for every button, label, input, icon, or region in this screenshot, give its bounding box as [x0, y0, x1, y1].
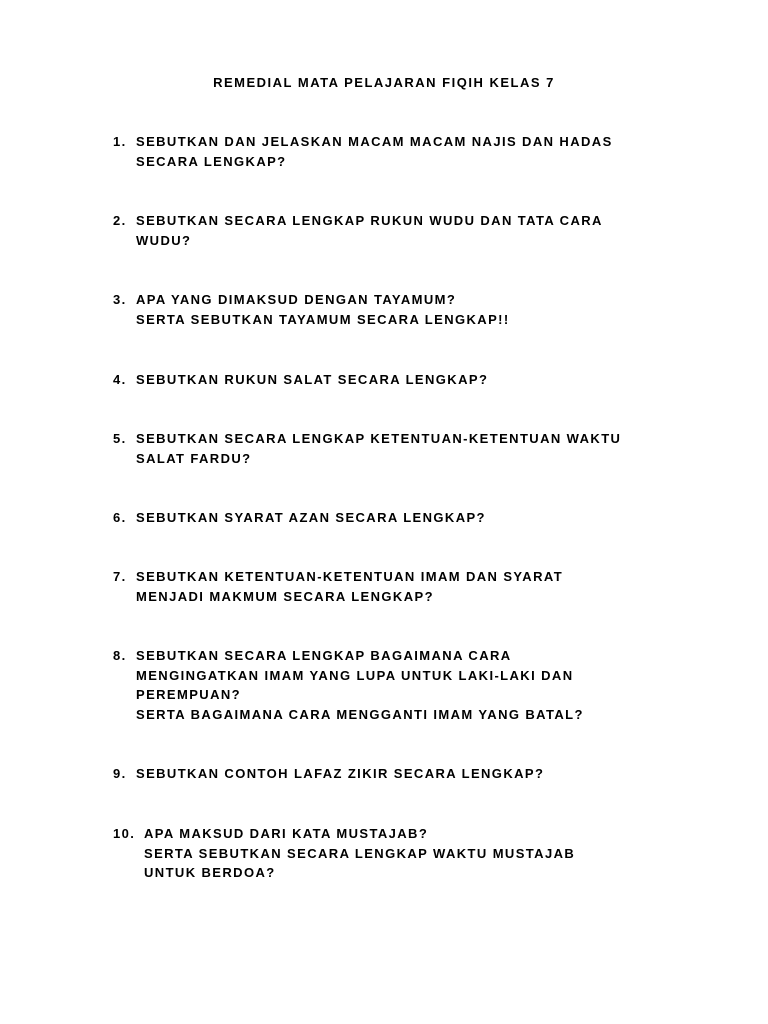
question-text-line: MENGINGATKAN IMAM YANG LUPA UNTUK LAKI-LAKI DAN [136, 667, 574, 683]
question-text-line: SALAT FARDU? [136, 450, 252, 466]
question-text-line: SEBUTKAN CONTOH LAFAZ ZIKIR SECARA LENGKAP? [136, 766, 545, 781]
question-number: 6. [113, 510, 127, 525]
question-text-line: SEBUTKAN RUKUN SALAT SECARA LENGKAP? [136, 372, 489, 387]
question-text-line: PEREMPUAN? [136, 687, 242, 702]
question-item [113, 429, 733, 468]
question-text-line: SERTA SEBUTKAN SECARA LENGKAP WAKTU MUSTAJAB [144, 845, 576, 861]
question-text-line: SERTA BAGAIMANA CARA MENGGANTI IMAM YANG BATAL? [136, 706, 584, 722]
question-text-line: SEBUTKAN DAN JELASKAN MACAM MACAM NAJIS DAN HADAS [136, 134, 613, 149]
question-item [113, 370, 733, 390]
question-text-line: SEBUTKAN SECARA LENGKAP KETENTUAN-KETENTUAN WAKTU [136, 431, 622, 446]
question-number: 3. [113, 292, 127, 307]
question-number: 2. [113, 213, 127, 228]
question-number: 8. [113, 648, 127, 663]
question-text-line: UNTUK BERDOA? [144, 865, 276, 880]
question-text-line: SEBUTKAN KETENTUAN-KETENTUAN IMAM DAN SYARAT [136, 569, 564, 584]
question-number: 5. [113, 431, 127, 446]
question-text-line: SEBUTKAN SECARA LENGKAP BAGAIMANA CARA [136, 648, 512, 663]
question-item [113, 508, 733, 528]
question-text-line: SEBUTKAN SYARAT AZAN SECARA LENGKAP? [136, 510, 486, 525]
question-text-line: SEBUTKAN SECARA LENGKAP RUKUN WUDU DAN TATA CARA [136, 213, 603, 228]
question-number: 4. [113, 372, 127, 387]
question-text-line: APA MAKSUD DARI KATA MUSTAJAB? [144, 826, 429, 841]
question-item [113, 132, 733, 171]
question-number: 7. [113, 569, 127, 584]
question-text-line: SECARA LENGKAP? [136, 153, 287, 169]
question-item [113, 646, 733, 724]
question-text-line: WUDU? [136, 232, 192, 248]
question-text-line: MENJADI MAKMUM SECARA LENGKAP? [136, 588, 434, 604]
question-text-line: SERTA SEBUTKAN TAYAMUM SECARA LENGKAP!! [136, 311, 510, 327]
question-item [113, 764, 733, 784]
question-item [113, 290, 733, 329]
question-number: 1. [113, 134, 127, 149]
question-text-line: APA YANG DIMAKSUD DENGAN TAYAMUM? [136, 292, 457, 307]
question-number: 9. [113, 766, 127, 781]
question-number: 10. [113, 826, 136, 841]
document-title: REMEDIAL MATA PELAJARAN FIQIH KELAS 7 [213, 75, 555, 90]
question-item [113, 567, 733, 606]
question-item [113, 824, 733, 883]
question-item [113, 211, 733, 250]
